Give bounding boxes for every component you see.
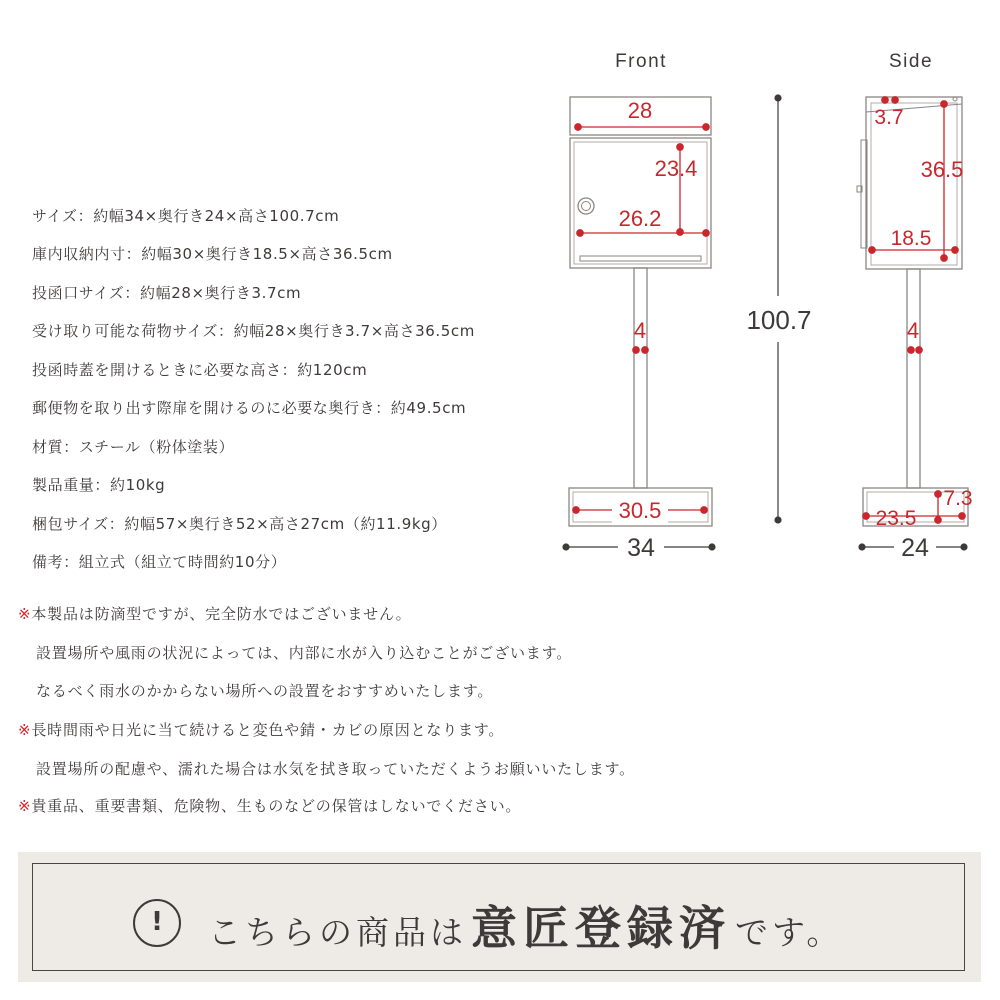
lock-icon [578, 198, 594, 214]
front-base-inner-label: 30.5 [618, 498, 662, 523]
side-inner-depth-label: 18.5 [890, 227, 932, 250]
banner-message [208, 892, 843, 958]
design-registration-banner [18, 852, 981, 982]
front-view-title: Front [615, 51, 667, 72]
side-pole [907, 269, 920, 488]
note-mark: ※ [18, 721, 32, 739]
spec-material: 材質：スチール（粉体塗装） [32, 438, 235, 456]
note-1-line-3: なるべく雨水のかからない場所への設置をおすすめいたします。 [36, 682, 494, 700]
banner-post-text: です。 [735, 913, 844, 952]
side-base-height-label: 7.3 [943, 487, 973, 510]
note-2-line-2: 設置場所の配慮や、濡れた場合は水気を拭き取っていただくようお願いいたします。 [36, 760, 635, 778]
note-1-line-1: ※本製品は防滴型ですが、完全防水ではございません。 [18, 605, 412, 623]
side-slot-depth-label: 3.7 [874, 106, 904, 129]
spec-package-size: 梱包サイズ：約幅57×奥行き52×高さ27cm（約11.9kg） [32, 515, 447, 533]
spec-parcel-size: 受け取り可能な荷物サイズ：約幅28×奥行き3.7×高さ36.5cm [32, 322, 475, 340]
side-base-depth-label: 23.5 [875, 507, 917, 530]
note-3-line-1: ※貴重品、重要書類、危険物、生ものなどの保管はしないでください。 [18, 797, 522, 815]
banner-frame [32, 863, 965, 971]
side-inner-height-label: 36.5 [920, 157, 964, 182]
banner-pre-text: こちらの商品は [208, 913, 467, 952]
side-view-title: Side [888, 51, 934, 72]
side-pole-width-label: 4 [906, 318, 920, 343]
spec-lid-height: 投函時蓋を開けるときに必要な高さ：約120cm [32, 361, 368, 379]
front-pole [634, 268, 647, 488]
note-1-line-2: 設置場所や風雨の状況によっては、内部に水が入り込むことがございます。 [36, 644, 573, 662]
front-pole-width-label: 4 [633, 318, 647, 343]
spec-inner-size: 庫内収納内寸：約幅30×奥行き18.5×高さ36.5cm [32, 245, 393, 263]
spec-weight: 製品重量：約10kg [32, 476, 166, 494]
front-slot-width-label: 28 [627, 98, 653, 123]
spec-size: サイズ：約幅34×奥行き24×高さ100.7cm [32, 207, 340, 225]
exclamation-icon: ! [133, 899, 181, 947]
note-mark: ※ [18, 605, 32, 623]
front-drop-bar [580, 256, 701, 261]
front-door-height-label: 23.4 [654, 156, 698, 181]
spec-remarks: 備考：組立式（組立て時間約10分） [32, 553, 287, 571]
banner-emphasis-text: 意匠登録済 [471, 901, 731, 955]
note-mark: ※ [18, 797, 32, 815]
side-total-depth-label: 24 [901, 534, 929, 562]
front-total-width-label: 34 [627, 534, 655, 562]
spec-slot-size: 投函口サイズ：約幅28×奥行き3.7cm [32, 284, 302, 302]
note-2-line-1: ※長時間雨や日光に当て続けると変色や錆・カビの原因となります。 [18, 721, 505, 739]
front-door-width-label: 26.2 [618, 206, 662, 231]
total-height-label: 100.7 [746, 305, 812, 335]
spec-door-depth: 郵便物を取り出す際扉を開けるのに必要な奥行き：約49.5cm [32, 399, 467, 417]
